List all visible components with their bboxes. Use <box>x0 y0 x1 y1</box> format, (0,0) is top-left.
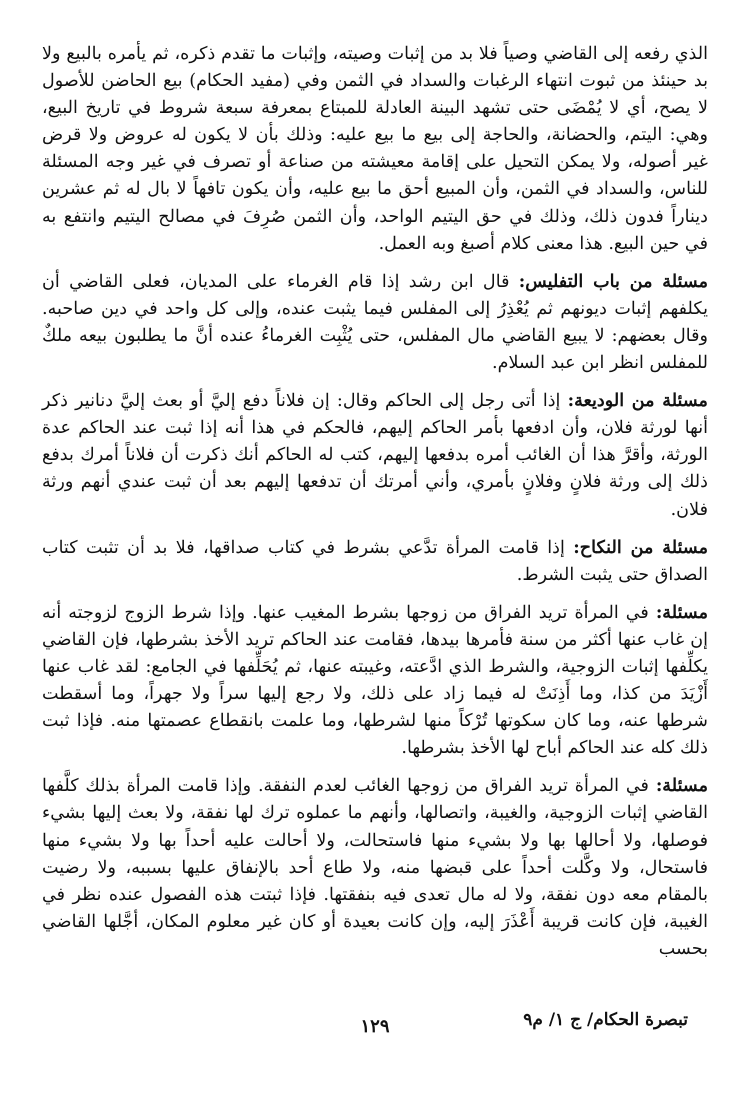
page-footer <box>42 1010 708 1044</box>
paragraph-text: إذا قامت المرأة تدَّعي بشرط في كتاب صداقها، فلا بد أن تثبت كتاب الصداق حتى يثبت الشرط. <box>42 537 708 585</box>
document-body <box>42 40 708 963</box>
paragraph-heading: مسئلة من النكاح: <box>573 536 708 558</box>
paragraph-text: قال ابن رشد إذا قام الغرماء على المديان، فعلى القاضي أن يكلفهم إثبات ديونهم ثم يُعْذِرُ إلى المفلس فيما يثبت عنده، وإلى كل واحد في دين صاحبه. وقال بعضهم: لا يبيع القاضي مال المفلس، حتى يُثْبِت الغرماءُ عنده أنَّ ما يطلبون بيعه ملكٌ للمفلس انظر ابن عبد السلام. <box>42 271 708 374</box>
paragraph-bankruptcy <box>42 268 708 377</box>
paragraph-heading: مسئلة: <box>655 775 708 797</box>
page-number: ١٢٩ <box>360 1016 390 1037</box>
paragraph-text: إذا أتى رجل إلى الحاكم وقال: إن فلاناً دفع إليَّ أو بعث إليَّ دنانير ذكر أنها لورثة فلان، وأن ادفعها بأمر الحاكم إليهم، فالحكم في هذا أنه إذا ثبت عند الحاكم عدة الورثة، وأقرَّ هذا أن الغائب أمره بدفعها إليهم، كتب له الحاكم أنك ذكرت أن فلاناً أمرك بدفع ذلك إلى ورثة فلانٍ وفلانٍ بأمري، وأني أمرتك أن تدفعها إليهم بعد أن ثبت عندي أنهم ورثة فلان. <box>42 391 708 520</box>
paragraph-maintenance <box>42 772 708 963</box>
paragraph-heading: مسئلة من باب التفليس: <box>518 270 708 292</box>
paragraph-marriage <box>42 534 708 589</box>
book-source-label: تبصرة الحكام/ ج ١/ م٩ <box>523 1010 688 1030</box>
paragraph-deposit <box>42 387 708 523</box>
paragraph-heading: مسئلة من الوديعة: <box>567 390 708 412</box>
paragraph-text: في المرأة تريد الفراق من زوجها الغائب لعدم النفقة. وإذا قامت المرأة بذلك كلَّفها القاضي إثبات الزوجية، والغيبة، واتصالها، وأنهم ما عملوه ترك لها نفقة، ولا بعث إليها بشيء فوصلها، ولا أحالها بها ولا بشيء منها فاستحالت، ولا أحالت عليه أحداً بها ولا بشيء منها فاستحال، ولا وكَّلت أحداً على قبضها منه، ولا طاع أحد بالإنفاق عليها بسببه، ولا رضيت بالمقام معه دون نفقة، ولا له مال تعدى فيه بنفقتها. فإذا ثبتت هذه الفصول عنده نظر في الغيبة، فإن كانت قريبة أَعْذَرَ إليه، وإن كانت بعيدة أو كان غير معلوم المكان، أجَّلها القاضي بحسب <box>42 776 708 959</box>
paragraph-intro <box>42 40 708 258</box>
paragraph-text: في المرأة تريد الفراق من زوجها بشرط المغيب عنها. وإذا شرط الزوج لزوجته أنه إن غاب عنها أكثر من سنة فأمرها بيدها، فقامت عند الحاكم تريد الأخذ بشرطها، فإن القاضي يكلِّفها إثبات الزوجية، والشرط الذي ادَّعته، وغيبته عنها، ثم يُحَلِّفها في الجامع: لقد غاب عنها أَزْيَدَ من كذا، وما أَذِنَتْ له فيما زاد على ذلك، ولا رجع إليها سراً ولا جهراً، وما أسقطت شرطها عنه، وما كان سكوتها تُرْكاً منها لشرطها، وما علمت بانقطاع عصمتها منه. فإذا ثبت ذلك كله عند الحاكم أباح لها الأخذ بشرطها. <box>42 602 708 759</box>
paragraph-absence-condition <box>42 599 708 763</box>
paragraph-text: الذي رفعه إلى القاضي وصياً فلا بد من إثبات وصيته، وإثبات ما تقدم ذكره، ثم يأمره بالبيع ولا بد حينئذ من ثبوت انتهاء الرغبات والسداد في الثمن وفي (مفيد الحكام) بيع الحاضن للأصول لا يصح، أي لا يُمْضَى حتى تشهد البينة العادلة للمبتاع بمعرفة سبعة شروط في تاريخ البيع، وهي: اليتم، والحضانة، والحاجة إلى بيع ما بيع عليه: وذلك بأن لا يكون له عروض ولا قرض غير أصوله، ولا يمكن التحيل على إقامة معيشته من صناعة أو تصرف في غير وجه المسئلة للناس، والسداد في الثمن، وأن المبيع أحق ما بيع عليه، وأن يكون تافهاً لا بال له ثم عشرين ديناراً فدون ذلك، وذلك في حق اليتيم الواحد، وأن الثمن صُرِفَ في مصالح اليتيم وانتفع به في حين البيع. هذا معنى كلام أصبغ وبه العمل. <box>42 44 708 254</box>
paragraph-heading: مسئلة: <box>655 601 708 623</box>
